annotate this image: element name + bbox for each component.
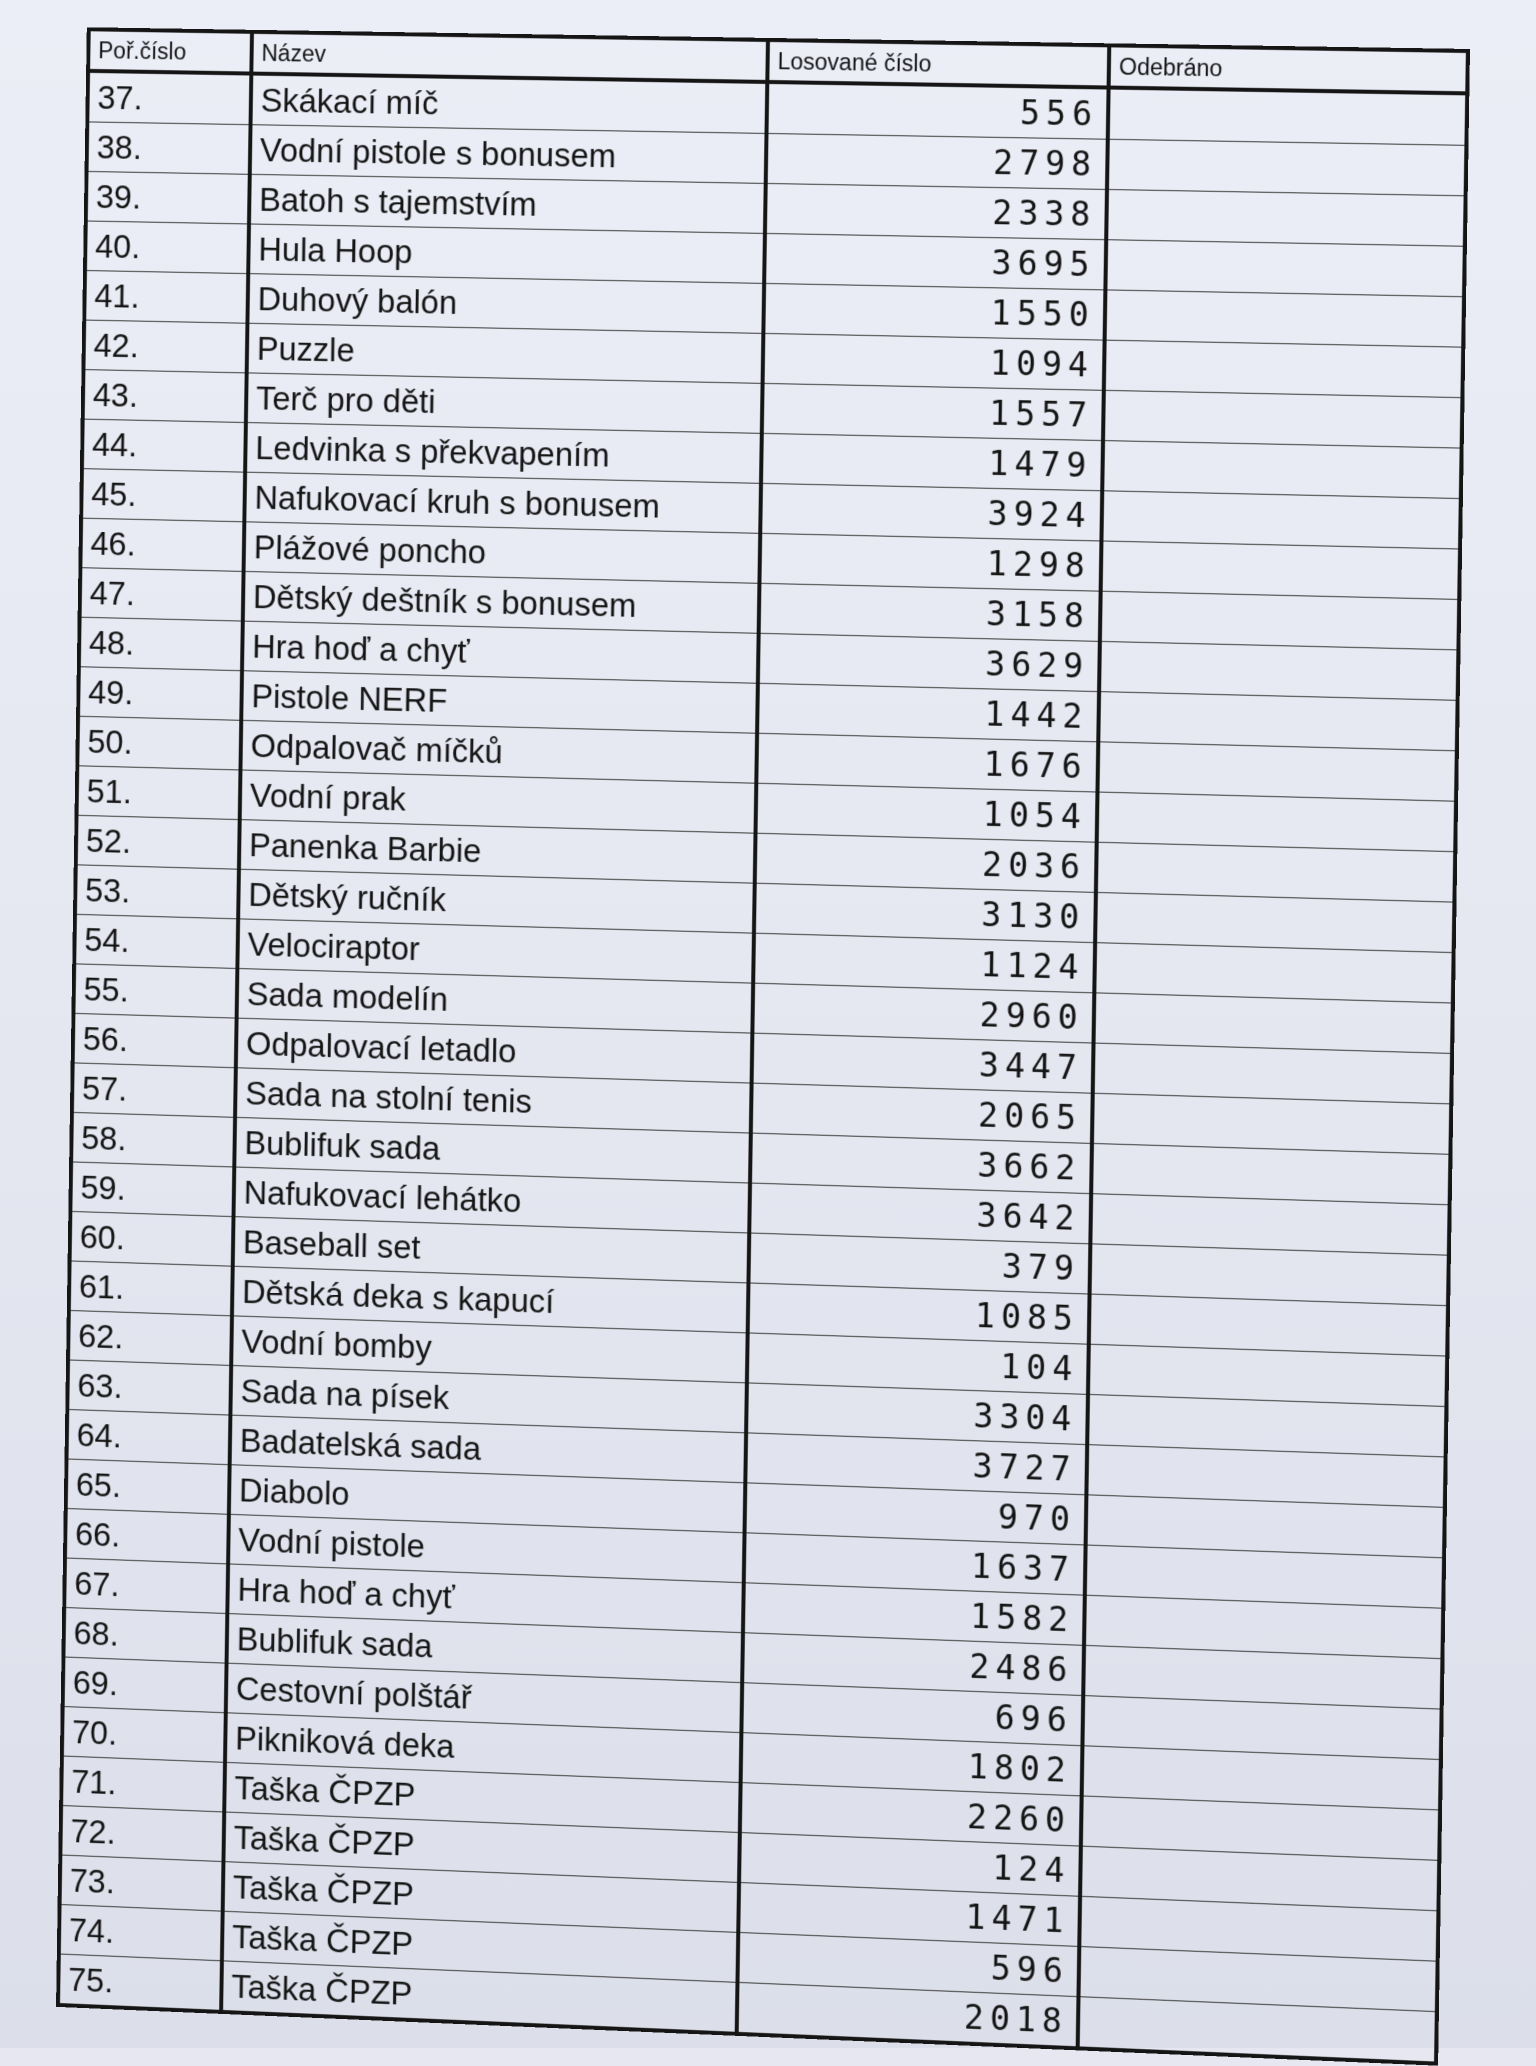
row-order-number: 44. [82,419,246,472]
row-drawn-number: 2065 [751,1083,1093,1143]
row-order-number: 64. [67,1409,231,1464]
row-prize-name: Ledvinka s překvapením [245,423,762,484]
row-drawn-number: 3642 [749,1183,1091,1244]
row-taken-cell [1102,441,1461,499]
row-drawn-number: 3130 [754,883,1096,942]
row-prize-name: Dětský ručník [238,869,755,933]
row-prize-name: Pikniková deka [225,1713,741,1783]
row-drawn-number: 2486 [742,1633,1084,1696]
row-prize-name: Odpalovací letadlo [236,1018,753,1083]
row-prize-name: Sada modelín [237,968,754,1033]
row-drawn-number: 1582 [743,1583,1085,1646]
row-drawn-number: 1479 [761,433,1103,490]
row-drawn-number: 1802 [741,1733,1083,1796]
row-prize-name: Vodní pistole [228,1514,744,1582]
row-prize-name: Sada na písek [230,1365,746,1432]
row-drawn-number: 1085 [748,1283,1090,1344]
row-order-number: 65. [66,1459,230,1514]
row-prize-name: Pistole NERF [241,671,758,734]
row-order-number: 53. [75,865,239,919]
row-order-number: 40. [85,221,249,274]
row-drawn-number: 1557 [762,383,1104,440]
row-prize-name: Skákací míč [251,74,768,134]
row-prize-name: Nafukovací lehátko [234,1167,751,1233]
row-order-number: 71. [61,1756,225,1812]
row-taken-cell [1105,240,1464,297]
row-order-number: 62. [68,1310,232,1365]
row-taken-cell [1105,290,1464,347]
row-order-number: 47. [80,568,244,621]
row-order-number: 63. [67,1360,231,1415]
row-prize-name: Nafukovací kruh s bonusem [244,472,761,533]
header-drawn-number: Losované číslo [767,40,1109,88]
row-prize-name: Plážové poncho [244,522,761,584]
row-prize-name: Bublifuk sada [227,1614,743,1683]
row-order-number: 69. [63,1657,227,1713]
row-prize-name: Diabolo [229,1465,745,1533]
header-taken: Odebráno [1109,45,1468,93]
row-order-number: 57. [72,1063,236,1117]
row-drawn-number: 2798 [766,133,1108,189]
row-prize-name: Taška ČPZP [224,1762,740,1832]
row-order-number: 51. [77,766,241,820]
row-drawn-number: 3629 [758,633,1100,691]
row-order-number: 66. [65,1508,229,1563]
row-prize-name: Dětský deštník s bonusem [243,571,760,633]
row-prize-name: Taška ČPZP [223,1812,739,1882]
row-order-number: 73. [60,1855,224,1911]
row-order-number: 39. [86,171,250,224]
row-drawn-number: 1637 [744,1533,1086,1595]
row-drawn-number: 124 [739,1833,1081,1897]
row-drawn-number: 970 [745,1483,1087,1545]
row-order-number: 67. [64,1558,228,1614]
row-drawn-number: 2018 [737,1982,1079,2048]
row-prize-name: Hra hoď a chyť [227,1564,743,1633]
row-prize-name: Duhový balón [247,274,764,334]
row-taken-cell [1099,641,1458,700]
row-prize-name: Taška ČPZP [221,1961,737,2034]
row-order-number: 72. [60,1805,224,1861]
row-order-number: 74. [59,1904,223,1960]
row-prize-name: Batoh s tajemstvím [249,174,766,233]
row-order-number: 56. [73,1013,237,1067]
table-body [58,71,1467,2064]
row-order-number: 37. [87,71,251,125]
row-prize-name: Panenka Barbie [239,820,756,884]
row-order-number: 43. [83,370,247,423]
row-prize-name: Hra hoď a chyť [242,621,759,683]
row-drawn-number: 104 [747,1333,1089,1394]
row-drawn-number: 1550 [763,283,1105,340]
row-prize-name: Velociraptor [237,919,754,983]
row-order-number: 59. [70,1162,234,1217]
row-prize-name: Baseball set [233,1217,750,1283]
row-prize-name: Taška ČPZP [223,1862,739,1933]
row-drawn-number: 1124 [753,933,1095,993]
row-order-number: 45. [81,469,245,522]
row-taken-cell [1100,591,1459,650]
row-drawn-number: 596 [737,1932,1079,1996]
row-order-number: 58. [71,1112,235,1167]
row-drawn-number: 3924 [760,483,1102,541]
row-drawn-number: 2338 [765,183,1107,239]
row-prize-name: Badatelská sada [230,1415,746,1483]
row-drawn-number: 3662 [750,1133,1092,1194]
row-order-number: 70. [62,1706,226,1762]
row-order-number: 42. [83,320,247,373]
row-drawn-number: 3695 [764,233,1106,289]
row-taken-cell [1104,340,1463,398]
row-order-number: 61. [69,1261,233,1316]
row-drawn-number: 696 [741,1683,1083,1746]
row-taken-cell [1108,88,1467,146]
row-prize-name: Bublifuk sada [234,1117,751,1183]
row-drawn-number: 3158 [759,583,1101,641]
row-drawn-number: 2036 [755,833,1097,892]
row-taken-cell [1098,692,1457,751]
row-drawn-number: 1471 [738,1882,1080,1946]
row-order-number: 55. [73,964,237,1018]
row-drawn-number: 3447 [752,1033,1094,1093]
row-order-number: 48. [79,617,243,671]
row-order-number: 75. [58,1954,222,2012]
row-order-number: 50. [77,716,241,770]
row-order-number: 54. [74,914,238,968]
header-name: Název [251,32,768,82]
row-prize-name: Cestovní polštář [226,1663,742,1732]
row-order-number: 41. [84,271,248,324]
row-prize-name: Vodní pistole s bonusem [250,125,767,184]
row-prize-name: Odpalovač míčků [240,720,757,783]
row-taken-cell [1106,189,1465,246]
printed-sheet [57,27,1466,2041]
row-order-number: 46. [80,518,244,571]
row-taken-cell [1101,491,1460,549]
row-drawn-number: 1094 [763,333,1105,390]
row-prize-name: Taška ČPZP [222,1911,738,1982]
row-prize-name: Hula Hoop [248,224,765,283]
row-drawn-number: 1054 [756,783,1098,842]
row-order-number: 60. [70,1211,234,1266]
row-prize-name: Dětská deka s kapucí [232,1266,748,1333]
row-drawn-number: 3304 [746,1383,1088,1445]
row-prize-name: Vodní prak [240,770,757,833]
row-drawn-number: 3727 [745,1433,1087,1495]
header-order-number: Poř.číslo [88,29,252,73]
row-prize-name: Puzzle [247,323,764,383]
row-drawn-number: 2960 [752,983,1094,1043]
row-drawn-number: 1298 [759,533,1101,591]
row-taken-cell [1101,541,1460,599]
row-taken-cell [1097,742,1456,801]
prize-draw-table [56,27,1470,2065]
row-order-number: 52. [76,815,240,869]
row-taken-cell [1107,139,1466,196]
row-order-number: 68. [63,1607,227,1663]
row-drawn-number: 2260 [740,1783,1082,1847]
row-taken-cell [1103,390,1462,448]
row-order-number: 49. [78,667,242,721]
row-prize-name: Vodní bomby [231,1316,747,1383]
row-prize-name: Terč pro děti [246,373,763,433]
row-drawn-number: 1442 [757,683,1099,742]
row-drawn-number: 556 [767,82,1109,139]
row-drawn-number: 1676 [756,733,1098,792]
row-drawn-number: 379 [748,1233,1090,1294]
row-prize-name: Sada na stolní tenis [235,1068,752,1133]
row-order-number: 38. [87,122,251,174]
